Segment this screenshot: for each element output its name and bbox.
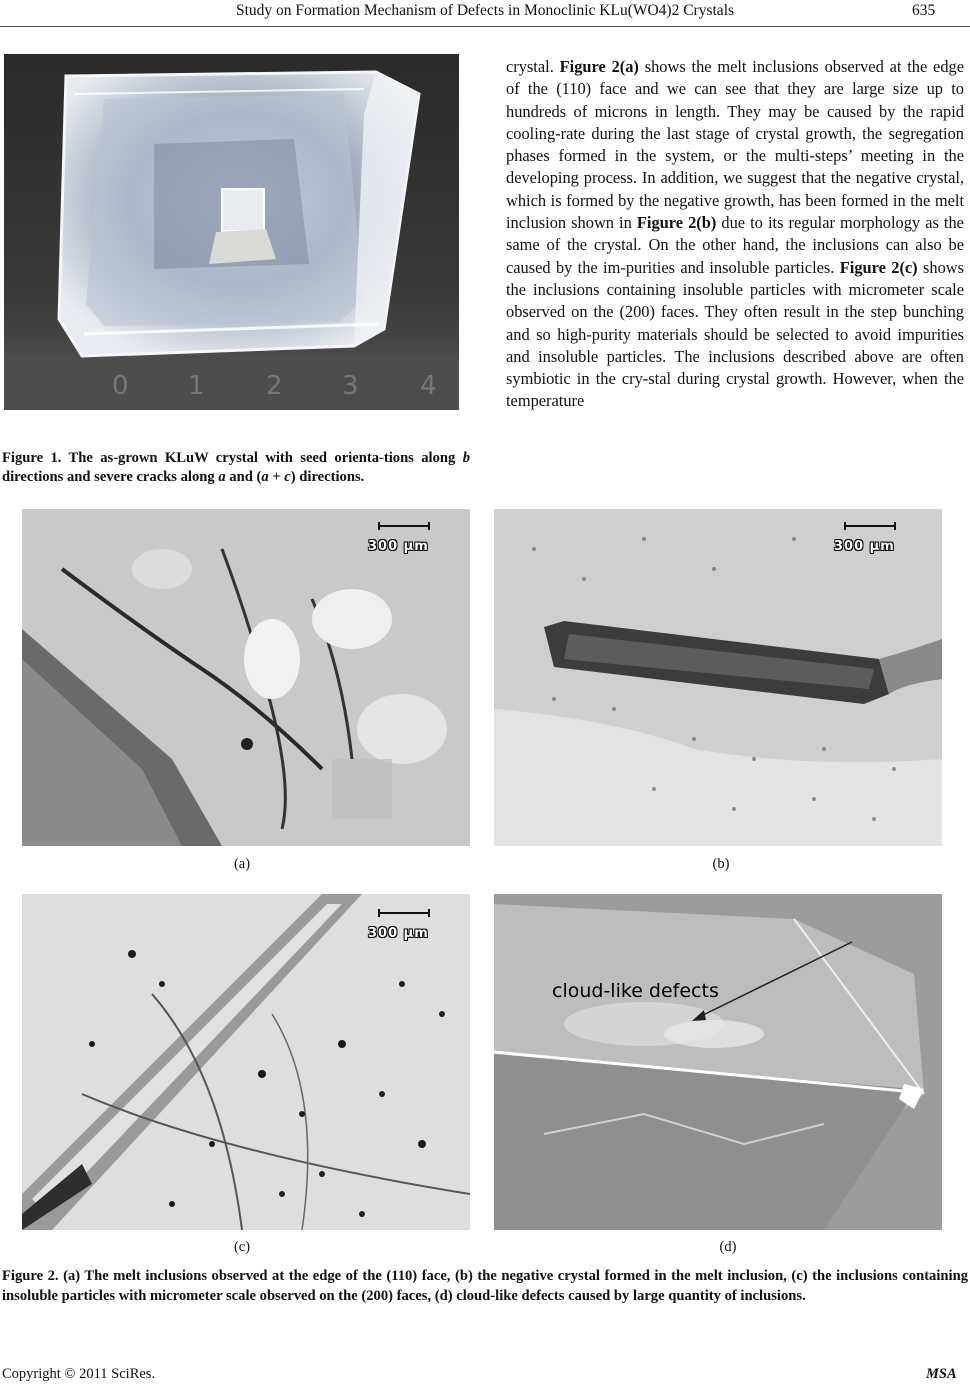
figure2c-micrograph [22,894,470,1230]
subfigure-label-a: (a) [233,856,251,872]
figure2a-micrograph [22,509,470,846]
scale-bar [368,908,438,948]
svg-text:1: 1 [188,371,205,401]
copyright-notice: Copyright © 2011 SciRes. [2,1366,156,1382]
svg-text:0: 0 [112,371,129,401]
svg-text:3: 3 [342,371,359,401]
header-rule [0,26,970,27]
scale-bar [368,521,438,561]
figure2-caption: Figure 2. (a) The melt inclusions observed at the edge of the (110) face, (b) the negative crystal formed in the melt inclusion, (c) the inclusions containing insoluble particles with micrometer scale observed on the (200) faces, (d) cloud-like defects caused by large quantity of inclusions. [2,1268,968,1304]
subfigure-label-c: (c) [233,1239,251,1255]
journal-abbreviation: MSA [926,1366,957,1382]
figure1-photo [4,54,459,410]
scale-bar [834,521,904,561]
figure2b-micrograph [494,509,942,846]
body-paragraph: crystal. Figure 2(a) shows the melt inclusions observed at the edge of the (110) face and we can see that they are large size up to hundreds of microns in length. They may be caused by the rapid cooling-rate during the last stage of crystal growth, the segregation phases formed in the system, or the multi-steps’ meeting in the developing process. In addition, we suggest that the negative crystal, which is formed by the negative growth, has been formed in the melt inclusion shown in Figure 2(b) due to its regular morphology as the same of the crystal. On the other hand, the inclusions can also be caused by the im-purities and insoluble particles. Figure 2(c) shows the inclusions containing insoluble particles with micrometer scale observed on the (200) faces. They often result in the step bunching and so high-purity materials should be selected to avoid impurities and insoluble particles. The inclusions described above are often symbiotic in the cry-stal during crystal growth. However, when the temperature [506,57,964,411]
running-title: Study on Formation Mechanism of Defects in Monoclinic KLu(WO4)2 Crystals [235,2,735,19]
cloud-like-defects-annotation: cloud-like defects [552,980,719,1002]
subfigure-label-d: (d) [719,1239,737,1255]
figure2d-photo [494,894,942,1230]
subfigure-label-b: (b) [712,856,730,872]
svg-text:2: 2 [266,371,283,401]
scale-bar-label: 300 μm [368,539,429,554]
scale-bar-label: 300 μm [368,926,429,941]
figure1-caption: Figure 1. The as-grown KLuW crystal with seed orienta-tions along b directions and severe cracks along a and (a + c) directions. [2,450,470,485]
scale-bar-label: 300 μm [834,539,895,554]
svg-text:4: 4 [420,371,437,401]
page-number: 635 [912,2,936,19]
